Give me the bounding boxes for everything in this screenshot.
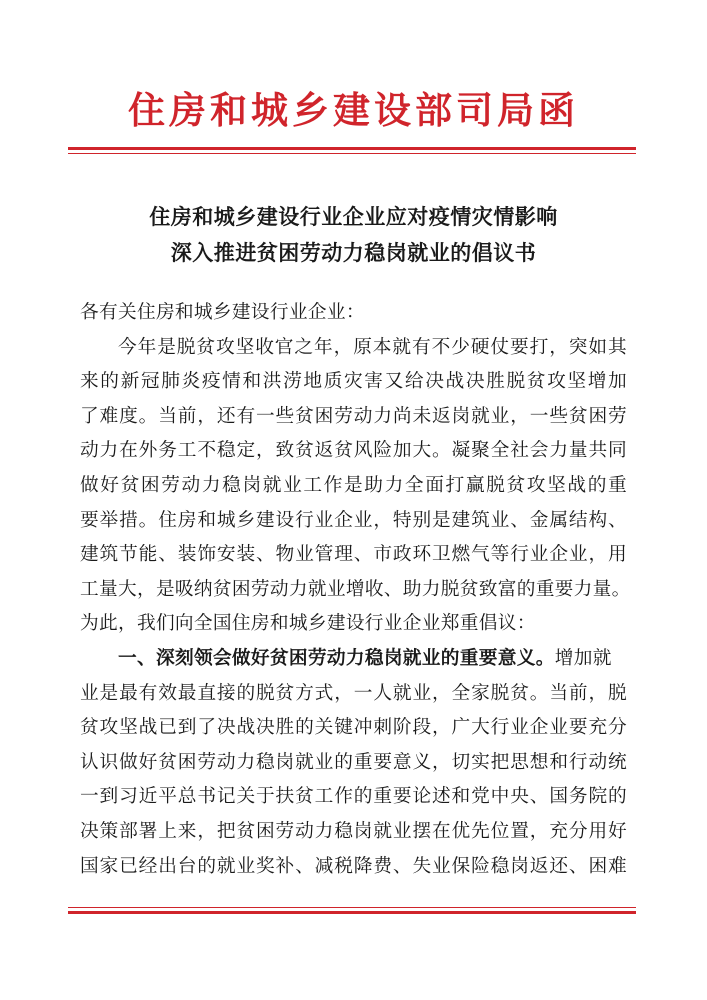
section-1-first-line: [80, 642, 627, 677]
doc-title-line-1: 住房和城乡建设行业企业应对疫情灾情影响: [149, 205, 558, 229]
doc-title-line-2: 深入推进贫困劳动力稳岗就业的倡议书: [170, 241, 537, 265]
section-1-line-6: 决策部署上来，把贫困劳动力稳岗就业摆在优先位置，充分用好: [80, 820, 627, 842]
section-1-line-7: 国家已经出台的就业奖补、减税降费、失业保险稳岗返还、困难: [80, 855, 627, 877]
header-rule-thin: [68, 153, 636, 154]
letterhead: 住房和城乡建设部司局函: [128, 88, 579, 132]
paragraph-1-line-7: 建筑节能、装饰安装、物业管理、市政环卫燃气等行业企业，用: [80, 544, 627, 566]
paragraph-1-line-6: 要举措。住房和城乡建设行业企业，特别是建筑业、金属结构、: [80, 509, 627, 531]
section-1-line-5: 一到习近平总书记关于扶贫工作的重要论述和党中央、国务院的: [80, 786, 627, 808]
section-1-line-4: 认识做好贫困劳动力稳岗就业的重要意义，切实把思想和行动统: [80, 751, 627, 773]
paragraph-1-line-4: 动力在外务工不稳定，致贫返贫风险加大。凝聚全社会力量共同: [80, 440, 627, 462]
section-1-line-2: 业是最有效最直接的脱贫方式，一人就业，全家脱贫。当前，脱: [80, 682, 627, 704]
section-1-first-line-rest: 增加就: [554, 647, 612, 669]
section-1-line-3: 贫攻坚战已到了决战决胜的关键冲刺阶段，广大行业企业要充分: [80, 717, 627, 739]
footer-rule-thin: [68, 907, 636, 908]
document-body: [80, 296, 631, 884]
paragraph-1-line-8: 工量大，是吸纳贫困劳动力就业增收、助力脱贫致富的重要力量。: [80, 578, 631, 600]
paragraph-1-line-1: 今年是脱贫攻坚收官之年，原本就有不少硬仗要打，突如其: [118, 336, 627, 358]
section-1-heading: 一、深刻领会做好贫困劳动力稳岗就业的重要意义。: [118, 647, 555, 669]
salutation: 各有关住房和城乡建设行业企业：: [80, 302, 365, 323]
footer-rule-thick: [68, 911, 636, 914]
paragraph-1-line-3: 了难度。当前，还有一些贫困劳动力尚未返岗就业，一些贫困劳: [80, 405, 627, 427]
paragraph-1-line-9: 为此，我们向全国住房和城乡建设行业企业郑重倡议：: [80, 613, 536, 635]
paragraph-1-line-2: 来的新冠肺炎疫情和洪涝地质灾害又给决战决胜脱贫攻坚增加: [80, 371, 627, 393]
header-rule-thick: [68, 147, 636, 150]
paragraph-1-line-5: 做好贫困劳动力稳岗就业工作是助力全面打赢脱贫攻坚战的重: [80, 474, 627, 496]
